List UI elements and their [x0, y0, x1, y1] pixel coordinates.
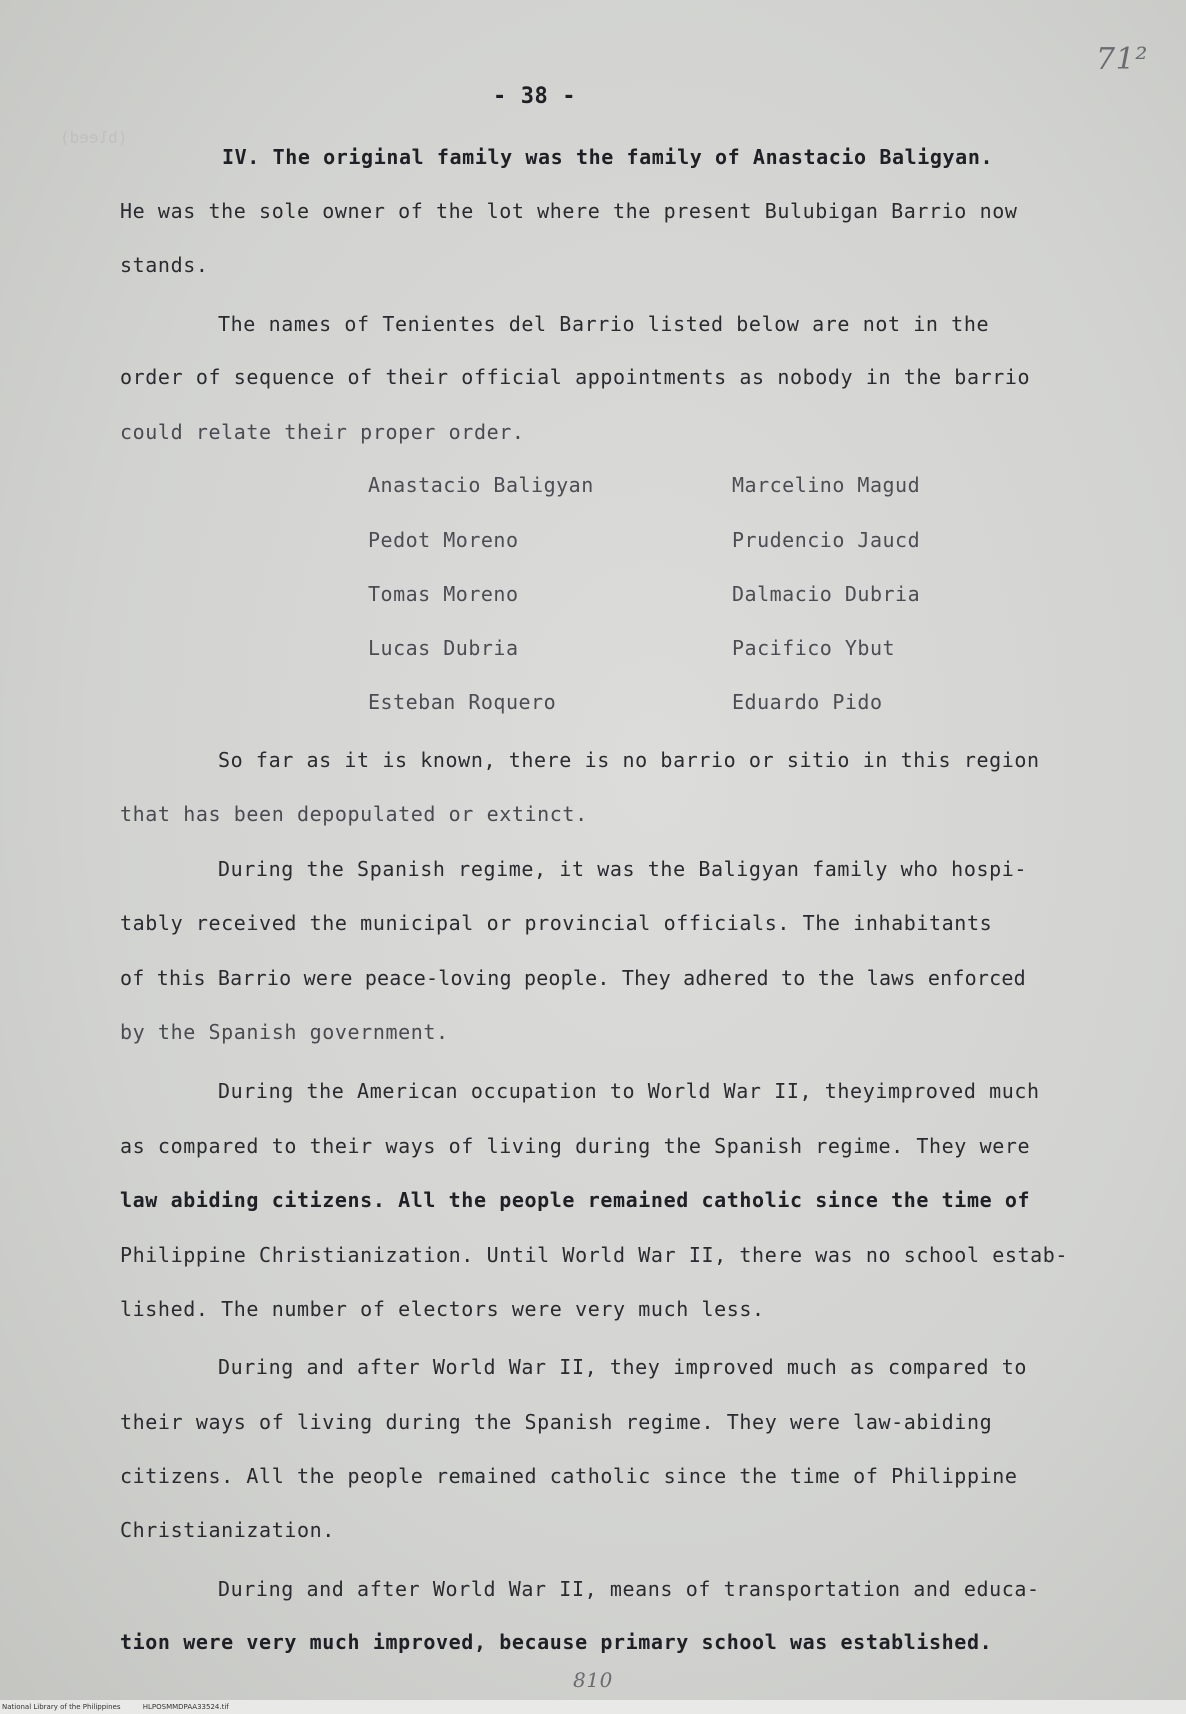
- bottom-page-number: 810: [573, 1668, 613, 1692]
- paragraph-4-line-2: tably received the municipal or provincial officials. The inhabitants: [120, 911, 993, 935]
- footer-library: National Library of the Philippines: [2, 1703, 121, 1711]
- footer-file: HLPOSMMDPAA33524.tif: [142, 1703, 229, 1711]
- paragraph-6-line-2: their ways of living during the Spanish regime. They were law-abiding: [120, 1410, 993, 1434]
- paragraph-2-line-2: order of sequence of their official appointments as nobody in the barrio: [120, 365, 1031, 389]
- corner-annotation: 71²: [1096, 42, 1149, 77]
- paragraph-7-line-1: During and after World War II, means of transportation and educa-: [218, 1577, 1040, 1601]
- teniente-right-5: Eduardo Pido: [732, 690, 883, 714]
- paragraph-1-line-1: IV. The original family was the family of Anastacio Baligyan.: [222, 145, 994, 169]
- paragraph-5-line-3: law abiding citizens. All the people remained catholic since the time of: [120, 1188, 1031, 1212]
- paragraph-4-line-3: of this Barrio were peace-loving people. They adhered to the laws enforced: [120, 966, 1026, 990]
- paragraph-6-line-4: Christianization.: [120, 1518, 335, 1542]
- paragraph-5-line-2: as compared to their ways of living during the Spanish regime. They were: [120, 1134, 1031, 1158]
- paragraph-5-line-4: Philippine Christianization. Until World War II, there was no school estab-: [120, 1243, 1069, 1267]
- teniente-right-4: Pacifico Ybut: [732, 636, 896, 660]
- paragraph-4-line-1: During the Spanish regime, it was the Baligyan family who hospi-: [218, 857, 1028, 881]
- scan-footer: [0, 1700, 1186, 1714]
- teniente-right-1: Marcelino Magud: [732, 473, 921, 497]
- page-number: - 38 -: [493, 84, 577, 109]
- teniente-right-2: Prudencio Jaucd: [732, 528, 921, 552]
- paragraph-7-line-2: tion were very much improved, because primary school was established.: [120, 1630, 993, 1654]
- paragraph-3-line-2: that has been depopulated or extinct.: [120, 802, 588, 826]
- teniente-left-1: Anastacio Baligyan: [368, 473, 594, 497]
- paragraph-3-line-1: So far as it is known, there is no barrio or sitio in this region: [218, 748, 1040, 772]
- paragraph-2-line-3: could relate their proper order.: [120, 420, 525, 444]
- paragraph-1-line-3: stands.: [120, 253, 209, 277]
- teniente-right-3: Dalmacio Dubria: [732, 582, 921, 606]
- paragraph-6-line-1: During and after World War II, they improved much as compared to: [218, 1355, 1028, 1379]
- teniente-left-5: Esteban Roquero: [368, 690, 557, 714]
- paragraph-1-line-2: He was the sole owner of the lot where the present Bulubigan Barrio now: [120, 199, 1018, 223]
- paragraph-5-line-1: During the American occupation to World War II, theyimproved much: [218, 1079, 1040, 1103]
- bleed-through-text: (bleed): [60, 128, 128, 147]
- teniente-left-2: Pedot Moreno: [368, 528, 519, 552]
- teniente-left-4: Lucas Dubria: [368, 636, 519, 660]
- paragraph-5-line-5: lished. The number of electors were very much less.: [120, 1297, 765, 1321]
- paragraph-4-line-4: by the Spanish government.: [120, 1020, 449, 1044]
- paragraph-2-line-1: The names of Tenientes del Barrio listed below are not in the: [218, 312, 990, 336]
- teniente-left-3: Tomas Moreno: [368, 582, 519, 606]
- paragraph-6-line-3: citizens. All the people remained catholic since the time of Philippine: [120, 1464, 1018, 1488]
